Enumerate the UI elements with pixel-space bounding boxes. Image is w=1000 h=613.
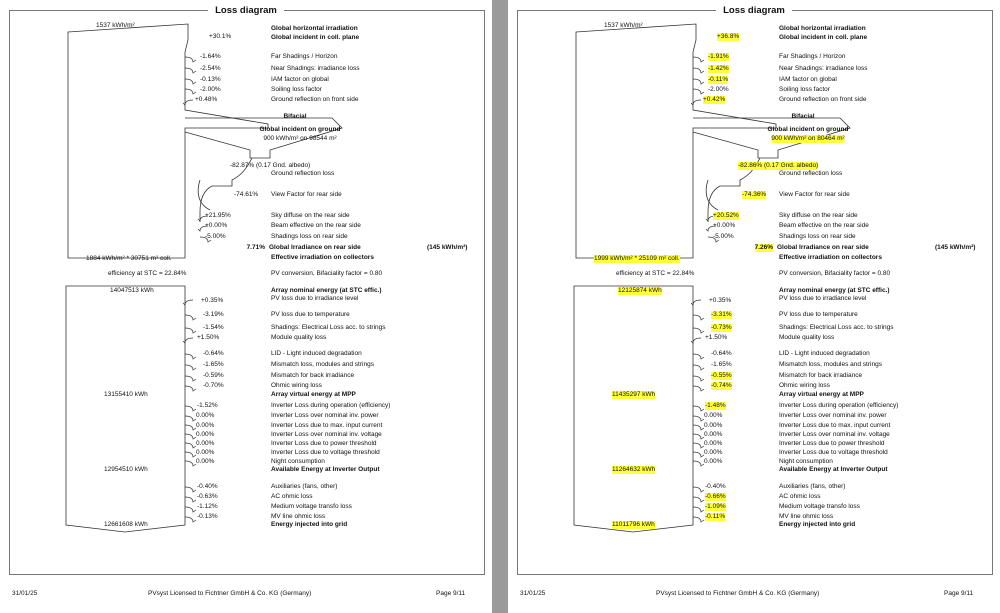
label-night: Night consumption xyxy=(779,458,833,465)
label-inv1: Inverter Loss during operation (efficiency) xyxy=(779,402,899,409)
label-inv2: Inverter Loss over nominal inv. power xyxy=(271,412,379,419)
value-pvirr: +0.35% xyxy=(709,297,732,304)
value-avail_val: 11264632 kWh xyxy=(612,466,656,473)
label-beam: Beam effective on the rear side xyxy=(779,222,869,229)
value-near: -2.54% xyxy=(200,65,221,72)
label-gci: Global incident in coll. plane xyxy=(271,34,360,41)
label-mpp: Array virtual energy at MPP xyxy=(779,391,864,398)
value-ac: -0.66% xyxy=(705,493,726,500)
label-avail: Available Energy at Inverter Output xyxy=(779,466,888,473)
loss-arrow xyxy=(185,328,196,333)
gain-arrow xyxy=(691,338,701,343)
value-lid: -0.64% xyxy=(203,350,224,357)
value-gci: +30.1% xyxy=(209,33,232,40)
loss-arrow xyxy=(693,57,704,62)
label-pvirr: PV loss due to irradiance level xyxy=(779,295,867,302)
view-factor-curve xyxy=(706,180,718,210)
label-gref: Ground reflection loss xyxy=(779,170,843,177)
gain-arrow xyxy=(691,100,701,105)
value-ohmic: -0.70% xyxy=(203,382,224,389)
label-mback: Mismatch for back irradiance xyxy=(779,372,863,379)
loss-arrow xyxy=(693,443,704,448)
label-sky: Sky diffuse on the rear side xyxy=(271,212,350,219)
loss-arrow xyxy=(185,57,196,62)
loss-arrow xyxy=(185,507,196,512)
energy-flow-shape xyxy=(66,286,185,532)
label-ac: AC ohmic loss xyxy=(779,493,821,500)
label-inj: Energy injected into grid xyxy=(271,521,348,528)
value-inv1: -1.48% xyxy=(705,402,726,409)
value-inv3: 0.00% xyxy=(704,422,723,429)
loss-arrow xyxy=(693,425,704,430)
value-gref: -82.87% (0.17 Gnd. albedo) xyxy=(230,162,311,169)
value-inv2: 0.00% xyxy=(704,412,723,419)
label-near: Near Shadings: irradiance loss xyxy=(779,65,868,72)
label-bifacial: Bifacial xyxy=(791,113,815,120)
value-inv6: 0.00% xyxy=(704,449,723,456)
label-vf: View Factor for rear side xyxy=(271,191,342,198)
loss-arrow xyxy=(693,507,704,512)
label-eff: Effective irradiation on collectors xyxy=(779,254,882,261)
loss-arrow xyxy=(185,79,196,84)
page-title: Loss diagram xyxy=(0,5,492,16)
loss-arrow xyxy=(185,497,196,502)
loss-arrow xyxy=(185,487,196,492)
value-inv5: 0.00% xyxy=(196,440,215,447)
label-inv3: Inverter Loss due to max. input current xyxy=(271,422,383,429)
label-shrear: Shadings loss on rear side xyxy=(779,233,856,240)
value-night: 0.00% xyxy=(196,458,215,465)
value-shrear: -5.00% xyxy=(205,233,226,240)
loss-arrow xyxy=(185,386,196,391)
value-mq: +1.50% xyxy=(197,334,220,341)
loss-arrow xyxy=(693,68,704,73)
label-ohmic: Ohmic wiring loss xyxy=(779,382,830,389)
value-sky: +20.52% xyxy=(713,212,739,219)
energy-flow-shape xyxy=(574,286,693,532)
loss-arrow xyxy=(693,89,704,94)
loss-arrow xyxy=(185,68,196,73)
gain-arrow xyxy=(183,300,193,305)
loss-arrow xyxy=(693,328,704,333)
label-mq: Module quality loss xyxy=(779,334,835,341)
loss-arrow xyxy=(185,89,196,94)
value-array_val: 12125874 kWh xyxy=(618,287,662,294)
label-lid: LID - Light induced degradation xyxy=(271,350,362,357)
footer-date: 31/01/25 xyxy=(12,590,38,597)
value-mism: -1.65% xyxy=(711,361,732,368)
value-soil: -2.00% xyxy=(200,86,221,93)
value-inv3: 0.00% xyxy=(196,422,215,429)
value-vf: -74.61% xyxy=(234,191,259,198)
loss-arrow xyxy=(693,386,704,391)
value-ohmic: -0.74% xyxy=(711,382,732,389)
value-gci: +36.8% xyxy=(717,33,740,40)
value-near: -1.42% xyxy=(708,65,729,72)
loss-arrow xyxy=(185,517,196,522)
label-shel: Shadings: Electrical Loss acc. to strings xyxy=(779,324,894,331)
label-ac: AC ohmic loss xyxy=(271,493,313,500)
loss-arrow xyxy=(693,315,704,320)
value-mq: +1.50% xyxy=(705,334,728,341)
value-gig_val: 900 kWh/m² on 80464 m² xyxy=(771,135,845,142)
value-array_val: 14047513 kWh xyxy=(110,287,154,294)
label-aux: Auxiliaries (fans, other) xyxy=(779,483,846,490)
value-far: -1.91% xyxy=(708,53,729,60)
loss-arrow xyxy=(693,406,704,411)
label-pvtemp: PV loss due to temperature xyxy=(779,311,858,318)
value-mvl: -0.11% xyxy=(705,513,726,520)
label-inv4: Inverter Loss over nominal inv. voltage xyxy=(779,431,890,438)
label-iam: IAM factor on global xyxy=(779,76,837,83)
label-ghi: Global horizontal irradiation xyxy=(271,25,358,32)
loss-diagram-right xyxy=(508,0,1000,613)
value-mvl: -0.13% xyxy=(197,513,218,520)
footer-license: PVsyst Licensed to Fichtner GmbH & Co. KG (Germany) xyxy=(656,590,820,597)
value-gref: -82.86% (0.17 Gnd. albedo) xyxy=(738,162,819,169)
label-far: Far Shadings / Horizon xyxy=(779,53,846,60)
value-shrear: -5.00% xyxy=(713,233,734,240)
loss-arrow xyxy=(185,443,196,448)
label-shrear: Shadings loss on rear side xyxy=(271,233,348,240)
loss-arrow xyxy=(185,461,196,466)
value-aux: -0.40% xyxy=(705,483,726,490)
label-night: Night consumption xyxy=(271,458,325,465)
loss-arrow xyxy=(693,416,704,421)
label-vf: View Factor for rear side xyxy=(779,191,850,198)
footer-page: Page 9/11 xyxy=(944,590,974,597)
gain-arrow xyxy=(691,300,701,305)
label-inv3: Inverter Loss due to max. input current xyxy=(779,422,891,429)
label-sky: Sky diffuse on the rear side xyxy=(779,212,858,219)
value-eff_stc: efficiency at STC = 22.84% xyxy=(616,270,695,277)
value-beam: +0.00% xyxy=(713,222,736,229)
label-gig: Global incident on ground xyxy=(259,126,341,133)
label-mism: Mismatch loss, modules and strings xyxy=(271,361,374,368)
label-inv4: Inverter Loss over nominal inv. voltage xyxy=(271,431,382,438)
value-inv1: -1.52% xyxy=(197,402,218,409)
label-bifacial: Bifacial xyxy=(283,113,307,120)
flow-shapes xyxy=(508,0,1000,613)
value-ghi_val: 1537 kWh/m² xyxy=(96,22,135,29)
value-sky: +21.95% xyxy=(205,212,231,219)
value-mpp_val: 13155410 kWh xyxy=(104,391,148,398)
loss-arrow xyxy=(693,517,704,522)
label-girr: Global Irradiance on rear side xyxy=(777,244,869,251)
label-mvl: MV line ohmic loss xyxy=(779,513,834,520)
value-pvtemp: -3.31% xyxy=(711,311,732,318)
value-iam: -0.11% xyxy=(708,76,729,83)
label-soil: Soiling loss factor xyxy=(779,86,830,93)
loss-arrow xyxy=(693,79,704,84)
value-mism: -1.65% xyxy=(203,361,224,368)
loss-arrow xyxy=(185,315,196,320)
label-mpp: Array virtual energy at MPP xyxy=(271,391,356,398)
label-array: Array nominal energy (at STC effic.) xyxy=(271,287,382,294)
footer-date: 31/01/25 xyxy=(520,590,546,597)
label-shel: Shadings: Electrical Loss acc. to strings xyxy=(271,324,386,331)
value-inj_val: 11011796 kWh xyxy=(612,521,655,528)
value-pvtemp: -3.19% xyxy=(203,311,224,318)
loss-arrow xyxy=(693,461,704,466)
label-girr: Global Irradiance on rear side xyxy=(269,244,361,251)
value-inv4: 0.00% xyxy=(196,431,215,438)
gain-arrow xyxy=(183,100,193,105)
value-avail_val: 12954510 kWh xyxy=(104,466,148,473)
irradiation-flow-shape xyxy=(576,24,776,258)
label-array: Array nominal energy (at STC effic.) xyxy=(779,287,890,294)
label-inv5: Inverter Loss due to power threshold xyxy=(271,440,377,447)
value-mpp_val: 11435297 kWh xyxy=(612,391,656,398)
label-inv6: Inverter Loss due to voltage threshold xyxy=(271,449,380,456)
value-gig_val: 900 kWh/m² on 98544 m² xyxy=(263,135,337,142)
loss-arrow xyxy=(185,406,196,411)
value-shel: -0.73% xyxy=(711,324,732,331)
value-mvt: -1.09% xyxy=(705,503,726,510)
report-page-right xyxy=(508,0,1000,613)
footer-license: PVsyst Licensed to Fichtner GmbH & Co. KG (Germany) xyxy=(148,590,312,597)
loss-arrow xyxy=(185,365,196,370)
loss-arrow xyxy=(185,452,196,457)
label-ground: Ground reflection on front side xyxy=(271,96,359,103)
loss-arrow xyxy=(185,425,196,430)
label-mism: Mismatch loss, modules and strings xyxy=(779,361,882,368)
loss-arrow xyxy=(185,434,196,439)
label-gci: Global incident in coll. plane xyxy=(779,34,868,41)
loss-arrow xyxy=(185,416,196,421)
value-mback: -0.55% xyxy=(711,372,732,379)
label-mback: Mismatch for back irradiance xyxy=(271,372,355,379)
label-mvl: MV line ohmic loss xyxy=(271,513,326,520)
flow-shapes xyxy=(0,0,492,613)
label-gig: Global incident on ground xyxy=(767,126,849,133)
loss-arrow xyxy=(693,354,704,359)
label-ghi: Global horizontal irradiation xyxy=(779,25,866,32)
label-mq: Module quality loss xyxy=(271,334,327,341)
value-girr-unit: (145 kWh/m²) xyxy=(427,244,468,251)
label-pvconv: PV conversion, Bifaciality factor = 0.80 xyxy=(271,270,383,277)
label-gref: Ground reflection loss xyxy=(271,170,335,177)
irradiation-flow-shape xyxy=(68,24,268,258)
label-ohmic: Ohmic wiring loss xyxy=(271,382,322,389)
value-inv4: 0.00% xyxy=(704,431,723,438)
value-girr_pct: 7.26% xyxy=(754,244,773,251)
loss-arrow xyxy=(693,365,704,370)
label-eff: Effective irradiation on collectors xyxy=(271,254,374,261)
gain-arrow xyxy=(183,338,193,343)
loss-arrow xyxy=(693,497,704,502)
loss-arrow xyxy=(185,376,196,381)
page-title: Loss diagram xyxy=(508,5,1000,16)
label-near: Near Shadings: irradiance loss xyxy=(271,65,360,72)
label-far: Far Shadings / Horizon xyxy=(271,53,338,60)
label-pvirr: PV loss due to irradiance level xyxy=(271,295,359,302)
loss-arrow xyxy=(693,487,704,492)
value-mback: -0.59% xyxy=(203,372,224,379)
value-ac: -0.63% xyxy=(197,493,218,500)
label-inv2: Inverter Loss over nominal inv. power xyxy=(779,412,887,419)
label-inv5: Inverter Loss due to power threshold xyxy=(779,440,885,447)
value-inv6: 0.00% xyxy=(196,449,215,456)
label-mvt: Medium voltage transfo loss xyxy=(779,503,860,510)
label-lid: LID - Light induced degradation xyxy=(779,350,870,357)
label-inv1: Inverter Loss during operation (efficiency) xyxy=(271,402,391,409)
value-lid: -0.64% xyxy=(711,350,732,357)
value-ground: +0.42% xyxy=(703,96,726,103)
value-eff_stc: efficiency at STC = 22.84% xyxy=(108,270,187,277)
value-shel: -1.54% xyxy=(203,324,224,331)
value-eff_val: 1884 kWh/m² * 30751 m² coll. xyxy=(86,255,172,262)
label-pvconv: PV conversion, Bifaciality factor = 0.80 xyxy=(779,270,891,277)
view-factor-curve xyxy=(198,180,210,210)
loss-arrow xyxy=(693,452,704,457)
label-inv6: Inverter Loss due to voltage threshold xyxy=(779,449,888,456)
loss-diagram-left xyxy=(0,0,492,613)
value-pvirr: +0.35% xyxy=(201,297,224,304)
value-night: 0.00% xyxy=(704,458,723,465)
value-beam: +0.00% xyxy=(205,222,228,229)
value-girr_pct: 7.71% xyxy=(246,244,265,251)
label-avail: Available Energy at Inverter Output xyxy=(271,466,380,473)
value-far: -1.64% xyxy=(200,53,221,60)
value-mvt: -1.12% xyxy=(197,503,218,510)
loss-arrow xyxy=(693,376,704,381)
label-iam: IAM factor on global xyxy=(271,76,329,83)
label-pvtemp: PV loss due to temperature xyxy=(271,311,350,318)
value-aux: -0.40% xyxy=(197,483,218,490)
value-iam: -0.13% xyxy=(200,76,221,83)
value-ghi_val: 1537 kWh/m² xyxy=(604,22,643,29)
loss-arrow xyxy=(185,354,196,359)
label-inj: Energy injected into grid xyxy=(779,521,856,528)
value-inj_val: 12661608 kWh xyxy=(104,521,148,528)
value-soil: -2.00% xyxy=(708,86,729,93)
loss-arrow xyxy=(693,434,704,439)
label-beam: Beam effective on the rear side xyxy=(271,222,361,229)
label-aux: Auxiliaries (fans, other) xyxy=(271,483,338,490)
report-page-left xyxy=(0,0,492,613)
label-ground: Ground reflection on front side xyxy=(779,96,867,103)
label-mvt: Medium voltage transfo loss xyxy=(271,503,352,510)
footer-page: Page 9/11 xyxy=(436,590,466,597)
value-inv5: 0.00% xyxy=(704,440,723,447)
value-eff_val: 1999 kWh/m² * 25109 m² coll. xyxy=(594,255,680,262)
value-vf: -74.36% xyxy=(742,191,767,198)
value-girr-unit: (145 kWh/m²) xyxy=(935,244,976,251)
value-inv2: 0.00% xyxy=(196,412,215,419)
label-soil: Soiling loss factor xyxy=(271,86,322,93)
value-ground: +0.48% xyxy=(195,96,218,103)
